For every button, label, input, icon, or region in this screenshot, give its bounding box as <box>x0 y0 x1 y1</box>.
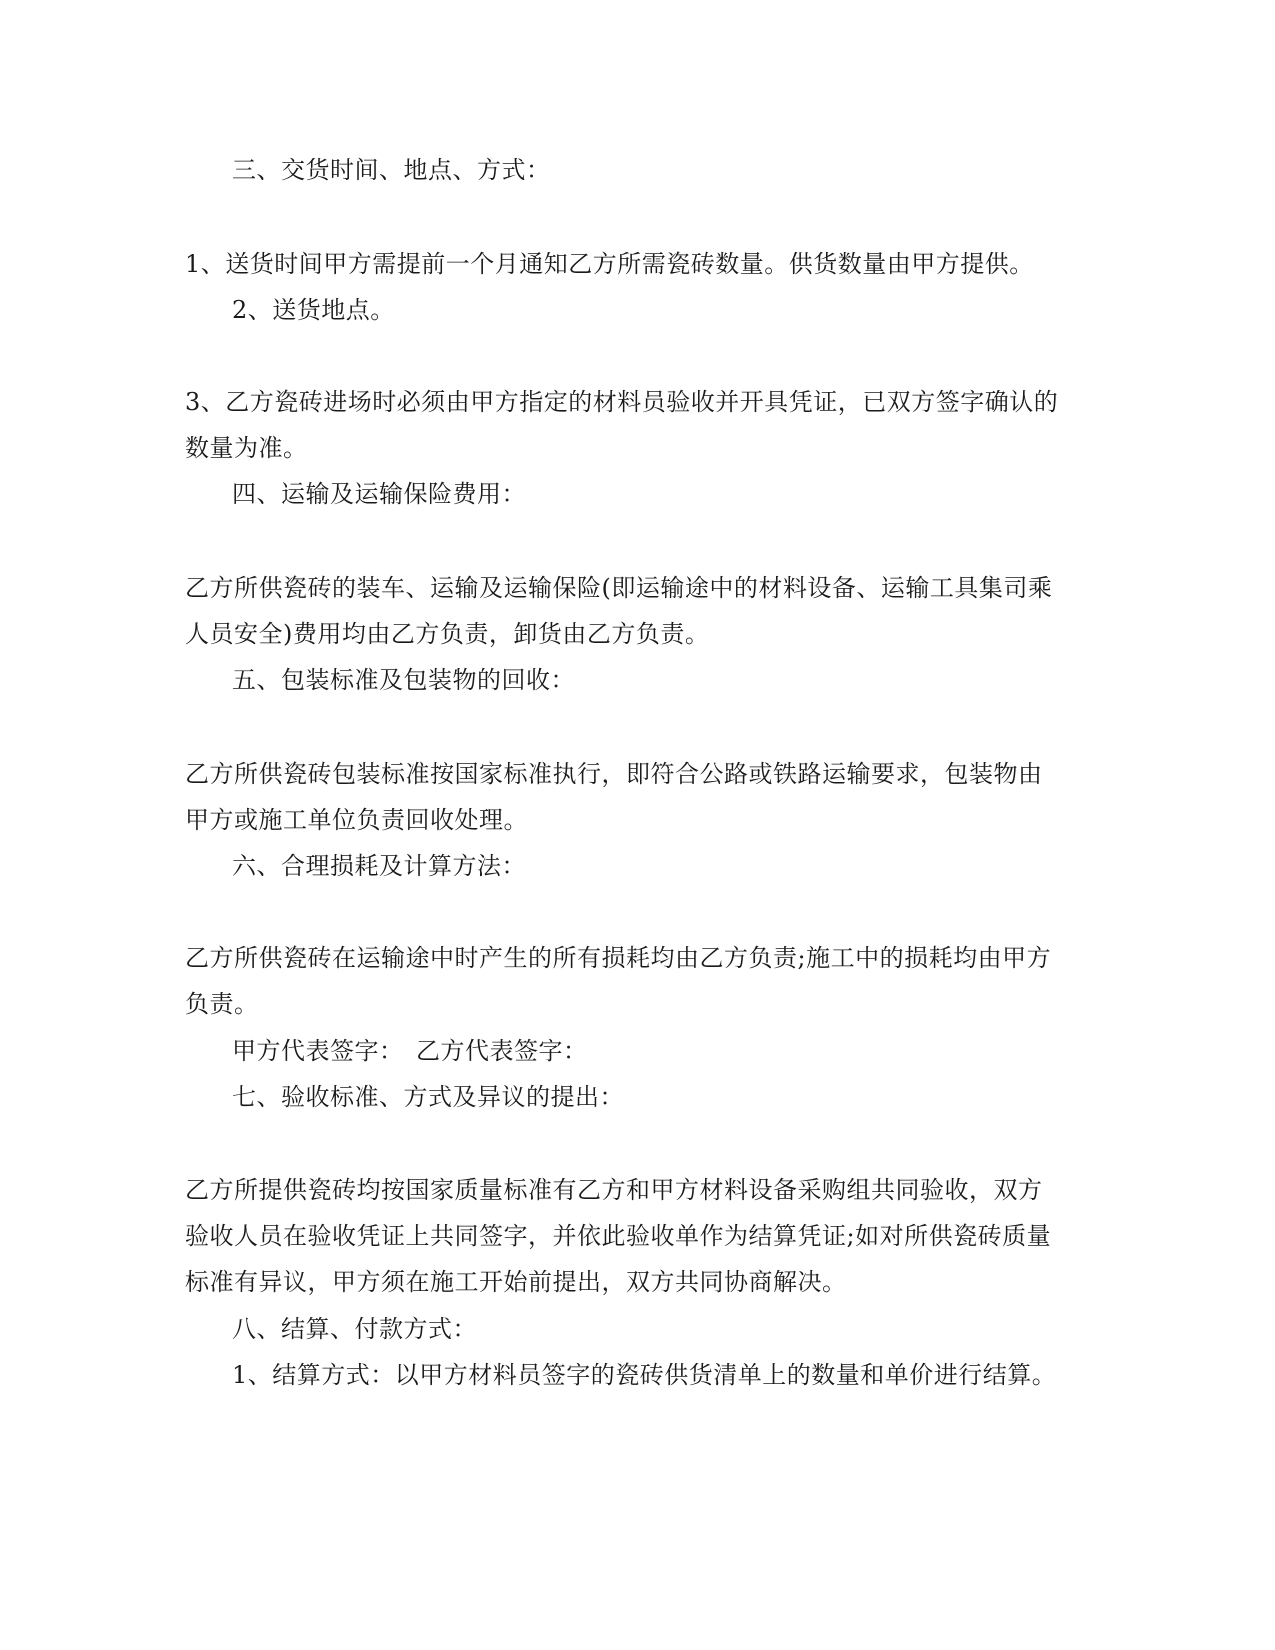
paragraph-line: 乙方所提供瓷砖均按国家质量标准有乙方和甲方材料设备采购组共同验收，双方 <box>185 1176 1043 1204</box>
paragraph-line: 人员安全)费用均由乙方负责，卸货由乙方负责。 <box>185 620 710 648</box>
paragraph-line: 2、送货地点。 <box>232 296 395 324</box>
paragraph-line: 数量为准。 <box>185 434 308 462</box>
section-heading-7: 七、验收标准、方式及异议的提出： <box>232 1083 624 1111</box>
paragraph-line: 乙方所供瓷砖包装标准按国家标准执行，即符合公路或铁路运输要求，包装物由 <box>185 760 1043 788</box>
paragraph-line: 1、送货时间甲方需提前一个月通知乙方所需瓷砖数量。供货数量由甲方提供。 <box>185 250 1034 278</box>
paragraph-line: 负责。 <box>185 990 259 1018</box>
signature-line: 甲方代表签字： 乙方代表签字： <box>232 1037 588 1065</box>
paragraph-line: 乙方所供瓷砖的装车、运输及运输保险(即运输途中的材料设备、运输工具集司乘 <box>185 574 1053 602</box>
section-heading-6: 六、合理损耗及计算方法： <box>232 852 526 880</box>
section-heading-4: 四、运输及运输保险费用： <box>232 480 526 508</box>
paragraph-line: 1、结算方式：以甲方材料员签字的瓷砖供货清单上的数量和单价进行结算。 <box>232 1361 1057 1389</box>
paragraph-line: 标准有异议，甲方须在施工开始前提出，双方共同协商解决。 <box>185 1268 847 1296</box>
section-heading-5: 五、包装标准及包装物的回收： <box>232 666 575 694</box>
section-heading-3: 三、交货时间、地点、方式： <box>232 156 551 184</box>
paragraph-line: 乙方所供瓷砖在运输途中时产生的所有损耗均由乙方负责;施工中的损耗均由甲方 <box>185 944 1052 972</box>
section-heading-8: 八、结算、付款方式： <box>232 1315 477 1343</box>
paragraph-line: 3、乙方瓷砖进场时必须由甲方指定的材料员验收并开具凭证，已双方签字确认的 <box>185 388 1059 416</box>
paragraph-line: 甲方或施工单位负责回收处理。 <box>185 806 528 834</box>
paragraph-line: 验收人员在验收凭证上共同签字，并依此验收单作为结算凭证;如对所供瓷砖质量 <box>185 1222 1052 1250</box>
